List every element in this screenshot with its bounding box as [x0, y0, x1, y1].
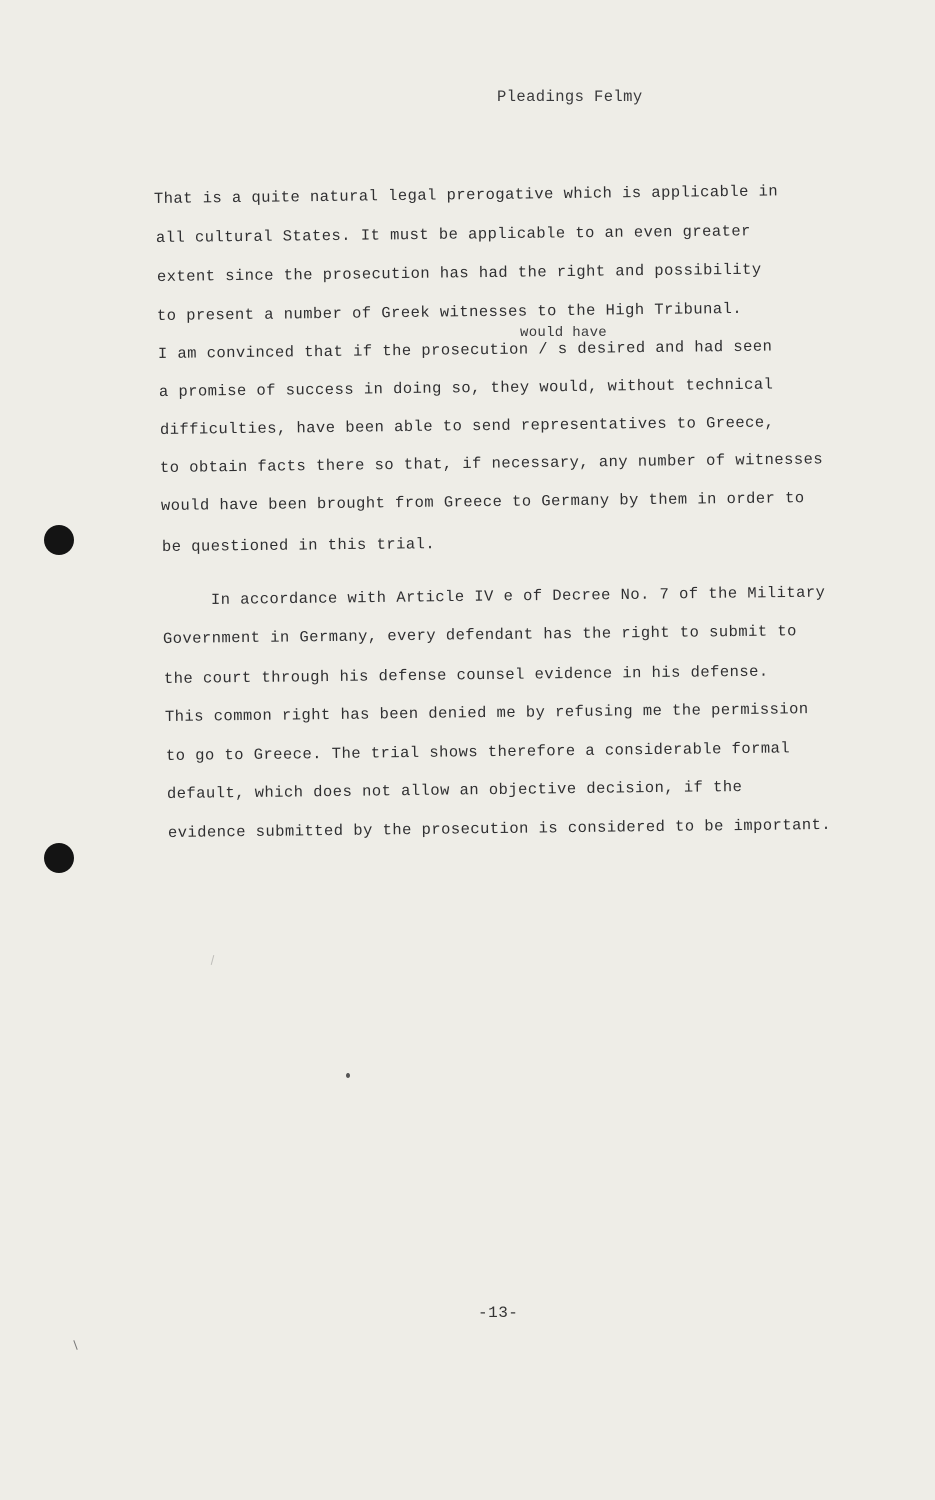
text-line: all cultural States. It must be applicable to an even greater	[155, 222, 751, 247]
stray-mark	[73, 1340, 77, 1350]
text-line: the court through his defense counsel evidence in his defense.	[163, 662, 769, 688]
text-line: I am convinced that if the prosecution / s desired and had seen	[157, 337, 773, 363]
text-line: evidence submitted by the prosecution is considered to be important.	[167, 815, 832, 842]
text-line: a promise of success in doing so, they would, without technical	[158, 375, 774, 401]
text-line: to go to Greece. The trial shows therefore a considerable formal	[165, 739, 791, 765]
text-line: would have been brought from Greece to Germany by them in order to	[160, 489, 805, 515]
text-line: default, which does not allow an objective decision, if the	[166, 777, 743, 803]
text-line: This common right has been denied me by refusing me the permission	[164, 700, 809, 726]
text-line: be questioned in this trial.	[161, 535, 436, 556]
page-number: -13-	[478, 1304, 519, 1322]
text-line: Government in Germany, every defendant has the right to submit to	[162, 622, 797, 648]
text-line: to present a number of Greek witnesses to the High Tribunal.	[156, 299, 743, 325]
text-line: That is a quite natural legal prerogative which is applicable in	[153, 182, 779, 208]
text-line: to obtain facts there so that, if necessary, any number of witnesses	[159, 450, 824, 477]
text-line: In accordance with Article IV e of Decree No. 7 of the Military	[210, 583, 826, 609]
text-line: extent since the prosecution has had the right and possibility	[156, 260, 762, 286]
punch-hole-upper	[44, 525, 74, 555]
text-line: difficulties, have been able to send representatives to Greece,	[159, 413, 775, 439]
punch-hole-lower	[44, 843, 74, 873]
ink-speck	[346, 1073, 350, 1078]
document-header: Pleadings Felmy	[497, 88, 643, 106]
stray-mark-faint	[211, 955, 215, 965]
interlinear-insert: would have	[520, 325, 608, 341]
